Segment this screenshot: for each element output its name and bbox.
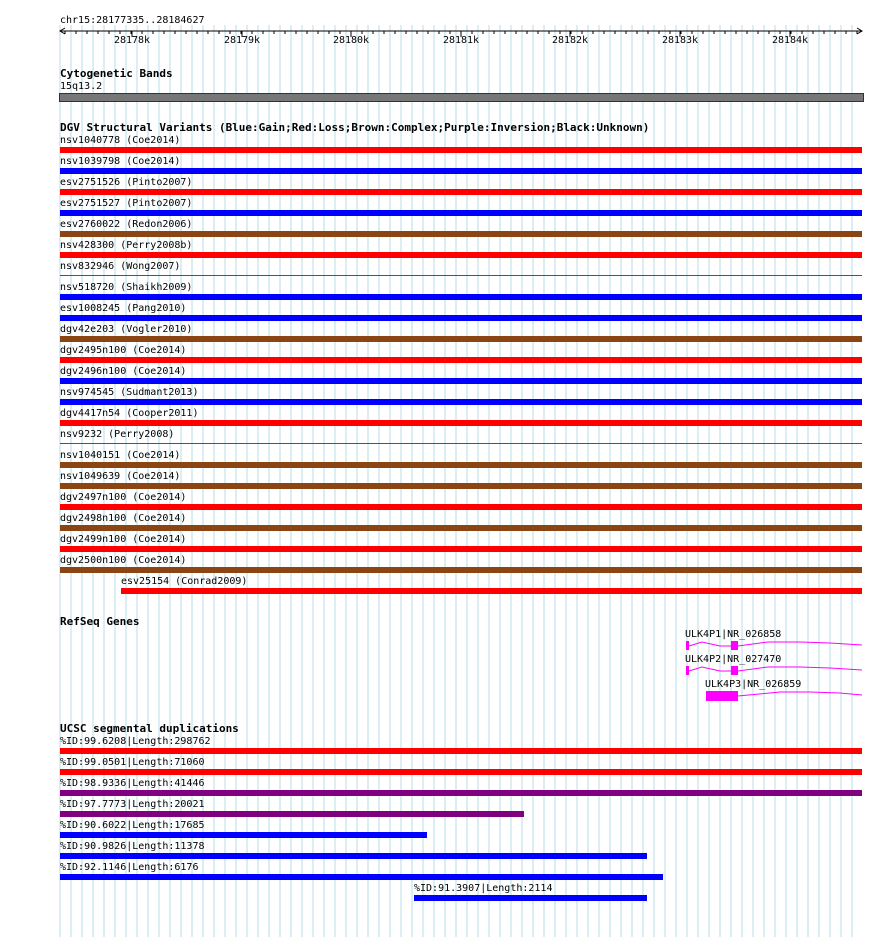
dgv-feature-bar[interactable] bbox=[60, 357, 862, 363]
ruler-tick-label: 28184k bbox=[771, 35, 809, 46]
dgv-feature-bar[interactable] bbox=[121, 588, 862, 594]
dgv-feature-bar[interactable] bbox=[60, 168, 862, 174]
segdup-feature-bar[interactable] bbox=[60, 748, 862, 754]
dgv-feature-label: nsv974545 (Sudmant2013) bbox=[60, 387, 199, 398]
dgv-feature-bar[interactable] bbox=[60, 210, 862, 216]
dgv-feature-label: esv1008245 (Pang2010) bbox=[60, 303, 187, 314]
dgv-feature-bar[interactable] bbox=[60, 336, 862, 342]
region-label: chr15:28177335..28184627 bbox=[60, 15, 205, 26]
dgv-feature-label: dgv2495n100 (Coe2014) bbox=[60, 345, 187, 356]
segdup-feature-bar[interactable] bbox=[60, 874, 663, 880]
cytoband-track-title: Cytogenetic Bands bbox=[60, 67, 173, 80]
segdup-feature-bar[interactable] bbox=[60, 832, 427, 838]
dgv-feature-label: esv2760022 (Redon2006) bbox=[60, 219, 193, 230]
segdup-feature-label: %ID:90.9826|Length:11378 bbox=[60, 841, 205, 852]
dgv-feature-bar[interactable] bbox=[60, 252, 862, 258]
dgv-feature-label: nsv832946 (Wong2007) bbox=[60, 261, 181, 272]
dgv-feature-label: nsv1040778 (Coe2014) bbox=[60, 135, 181, 146]
segdup-feature-bar[interactable] bbox=[60, 811, 524, 817]
dgv-feature-label: dgv2496n100 (Coe2014) bbox=[60, 366, 187, 377]
dgv-feature-label: dgv42e203 (Vogler2010) bbox=[60, 324, 193, 335]
gene-label-ulk4p2: ULK4P2|NR_027470 bbox=[685, 654, 782, 665]
dgv-feature-label: dgv2499n100 (Coe2014) bbox=[60, 534, 187, 545]
dgv-feature-label: nsv1049639 (Coe2014) bbox=[60, 471, 181, 482]
dgv-feature-label: nsv428300 (Perry2008b) bbox=[60, 240, 193, 251]
refseq-track-title: RefSeq Genes bbox=[60, 615, 140, 628]
segdup-feature-bar[interactable] bbox=[60, 769, 862, 775]
dgv-feature-bar[interactable] bbox=[60, 315, 862, 321]
dgv-feature-bar[interactable] bbox=[60, 294, 862, 300]
dgv-feature-label: nsv9232 (Perry2008) bbox=[60, 429, 175, 440]
segdup-feature-label: %ID:99.0501|Length:71060 bbox=[60, 757, 205, 768]
segdup-feature-label: %ID:99.6208|Length:298762 bbox=[60, 736, 211, 747]
gene-ulk4p1[interactable] bbox=[680, 638, 865, 654]
dgv-feature-bar[interactable] bbox=[60, 378, 862, 384]
dgv-feature-label: esv2751526 (Pinto2007) bbox=[60, 177, 193, 188]
dgv-feature-label: nsv1040151 (Coe2014) bbox=[60, 450, 181, 461]
dgv-feature-bar[interactable] bbox=[60, 189, 862, 195]
segdup-feature-label: %ID:92.1146|Length:6176 bbox=[60, 862, 199, 873]
dgv-feature-bar[interactable] bbox=[60, 275, 862, 276]
dgv-feature-bar[interactable] bbox=[60, 443, 862, 444]
segdup-feature-label: %ID:90.6022|Length:17685 bbox=[60, 820, 205, 831]
segdup-feature-label: %ID:97.7773|Length:20021 bbox=[60, 799, 205, 810]
dgv-feature-label: nsv518720 (Shaikh2009) bbox=[60, 282, 193, 293]
segdup-feature-bar[interactable] bbox=[60, 853, 647, 859]
gene-label-ulk4p1: ULK4P1|NR_026858 bbox=[685, 629, 782, 640]
ruler-tick-label: 28183k bbox=[661, 35, 699, 46]
ruler-tick-label: 28179k bbox=[223, 35, 261, 46]
cytoband-bar[interactable] bbox=[59, 93, 864, 102]
segdup-track-title: UCSC segmental duplications bbox=[60, 722, 239, 735]
dgv-feature-bar[interactable] bbox=[60, 504, 862, 510]
segdup-feature-bar[interactable] bbox=[414, 895, 647, 901]
dgv-feature-label: nsv1039798 (Coe2014) bbox=[60, 156, 181, 167]
gene-ulk4p2[interactable] bbox=[680, 663, 865, 679]
dgv-feature-bar[interactable] bbox=[60, 546, 862, 552]
dgv-feature-label: dgv4417n54 (Cooper2011) bbox=[60, 408, 199, 419]
dgv-feature-label: dgv2500n100 (Coe2014) bbox=[60, 555, 187, 566]
dgv-feature-bar[interactable] bbox=[60, 462, 862, 468]
dgv-feature-label: esv2751527 (Pinto2007) bbox=[60, 198, 193, 209]
dgv-feature-bar[interactable] bbox=[60, 231, 862, 237]
segdup-feature-label: %ID:98.9336|Length:41446 bbox=[60, 778, 205, 789]
ruler-tick-label: 28181k bbox=[442, 35, 480, 46]
dgv-feature-bar[interactable] bbox=[60, 147, 862, 153]
dgv-feature-label: dgv2498n100 (Coe2014) bbox=[60, 513, 187, 524]
segdup-feature-bar[interactable] bbox=[60, 790, 862, 796]
gene-ulk4p3[interactable] bbox=[700, 688, 865, 704]
dgv-feature-bar[interactable] bbox=[60, 399, 862, 405]
dgv-feature-bar[interactable] bbox=[60, 420, 862, 426]
segdup-feature-label: %ID:91.3907|Length:2114 bbox=[414, 883, 553, 894]
ruler-tick-label: 28180k bbox=[332, 35, 370, 46]
dgv-track-title: DGV Structural Variants (Blue:Gain;Red:Loss;Brown:Complex;Purple:Inversion;Black:Unknown) bbox=[60, 121, 650, 134]
dgv-feature-bar[interactable] bbox=[60, 525, 862, 531]
dgv-feature-label: dgv2497n100 (Coe2014) bbox=[60, 492, 187, 503]
dgv-feature-bar[interactable] bbox=[60, 567, 862, 573]
ruler-tick-label: 28182k bbox=[551, 35, 589, 46]
ruler-tick-label: 28178k bbox=[113, 35, 151, 46]
gene-label-ulk4p3: ULK4P3|NR_026859 bbox=[705, 679, 802, 690]
dgv-feature-label: esv25154 (Conrad2009) bbox=[121, 576, 248, 587]
cytoband-label: 15q13.2 bbox=[60, 81, 103, 92]
dgv-feature-bar[interactable] bbox=[60, 483, 862, 489]
